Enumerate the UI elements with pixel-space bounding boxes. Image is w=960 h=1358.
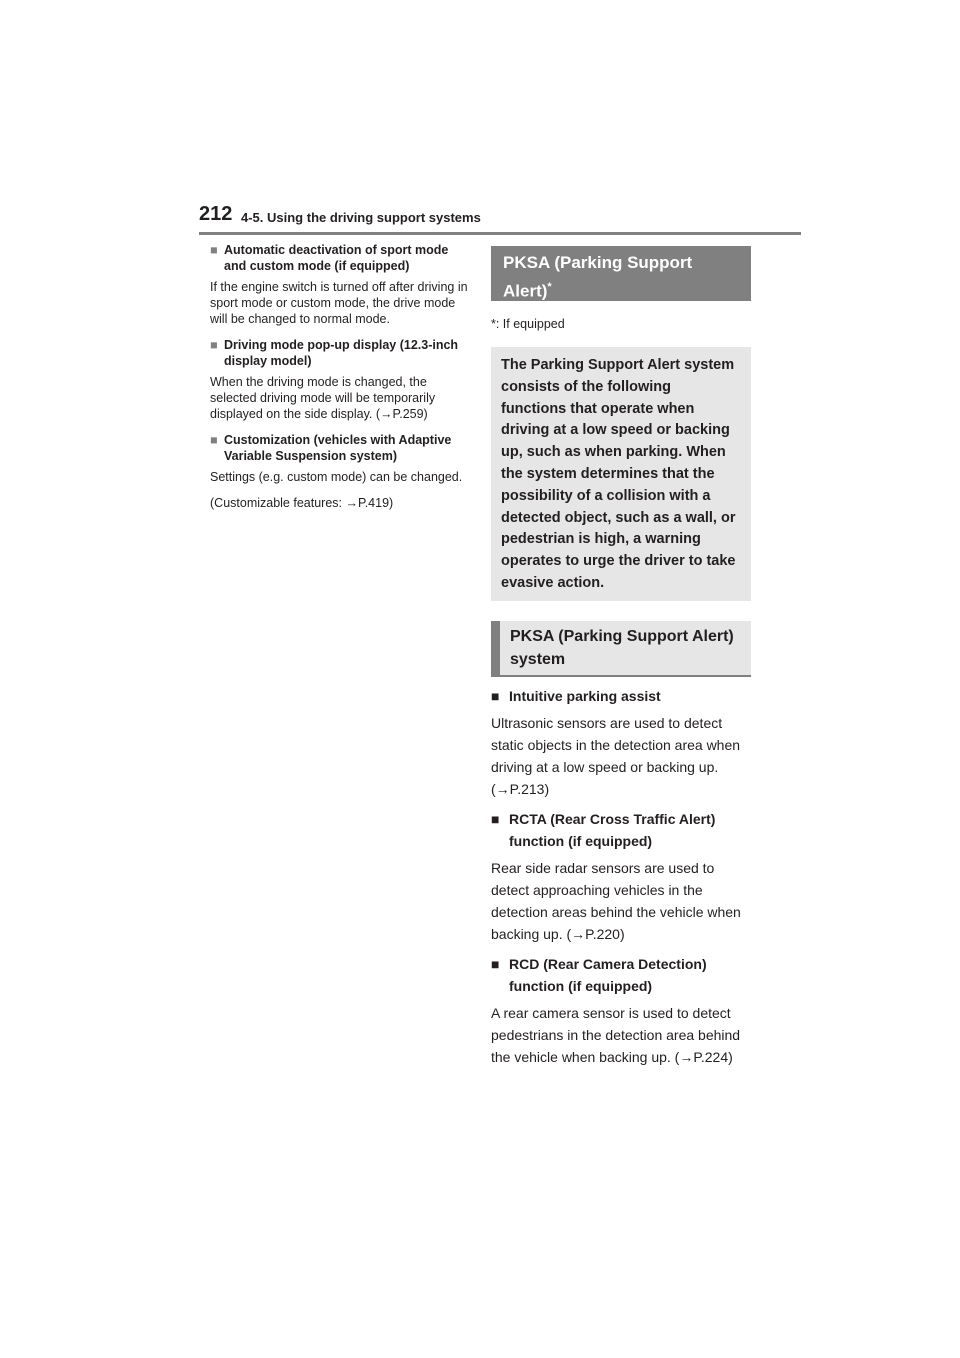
- paragraph: Ultrasonic sensors are used to detect static objects in the detection area when driving at a low speed or backing up. (→P.213): [491, 714, 741, 797]
- left-column: [210, 242, 472, 521]
- square-bullet-icon: ■: [491, 810, 500, 827]
- square-bullet-icon: ■: [210, 433, 218, 447]
- paragraph: A rear camera sensor is used to detect pedestrians in the detection area behind the vehicle when backing up. (→P.224): [491, 1004, 741, 1065]
- paragraph: (Customizable features: →P.419): [210, 496, 394, 510]
- header-rule: [199, 232, 801, 235]
- footnote: *: If equipped: [491, 317, 565, 331]
- square-bullet-icon: ■: [491, 955, 500, 972]
- footnote-mark: *: [547, 281, 552, 293]
- subheading-popup-display: ■ Driving mode pop-up display (12.3-inch display model): [210, 338, 459, 368]
- pksa-title: PKSA (Parking Support Alert): [503, 253, 693, 301]
- paragraph: When the driving mode is changed, the selected driving mode will be temporarily displayed on the side display. (→P.259): [210, 375, 436, 421]
- system-title: PKSA (Parking Support Alert) system: [491, 621, 751, 677]
- right-column: [491, 246, 751, 1072]
- paragraph: Rear side radar sensors are used to detect approaching vehicles in the detection areas behind the vehicle when backing up. (→P.220): [491, 859, 741, 942]
- paragraph: If the engine switch is turned off after driving in sport mode or custom mode, the drive mode will be changed to normal mode.: [210, 280, 468, 326]
- intro-box: The Parking Support Alert system consists of the following functions that operate when driving at a low speed or backing up, such as when parking. When the system determines that the possibility of a collision with a detected object, such as a wall, or pedestrian is high, a warning operates to urge the driver to take evasive action.: [491, 347, 751, 601]
- page-header: [199, 203, 801, 235]
- paragraph: Settings (e.g. custom mode) can be changed.: [210, 470, 463, 484]
- page-number: 212: [199, 203, 233, 225]
- section-title: 4-5. Using the driving support systems: [241, 210, 481, 225]
- square-bullet-icon: ■: [491, 687, 500, 704]
- subheading-rcd: ■ RCD (Rear Camera Detection) function (if equipped): [491, 953, 751, 997]
- square-bullet-icon: ■: [210, 338, 218, 352]
- subheading-auto-deactivation: ■ Automatic deactivation of sport mode and custom mode (if equipped): [210, 243, 449, 273]
- square-bullet-icon: ■: [210, 243, 218, 257]
- subheading-intuitive-parking: ■ Intuitive parking assist: [491, 685, 751, 707]
- subheading-customization: ■ Customization (vehicles with Adaptive Variable Suspension system): [210, 433, 452, 463]
- pksa-title-bar: [491, 246, 751, 301]
- subheading-rcta: ■ RCTA (Rear Cross Traffic Alert) function (if equipped): [491, 808, 751, 852]
